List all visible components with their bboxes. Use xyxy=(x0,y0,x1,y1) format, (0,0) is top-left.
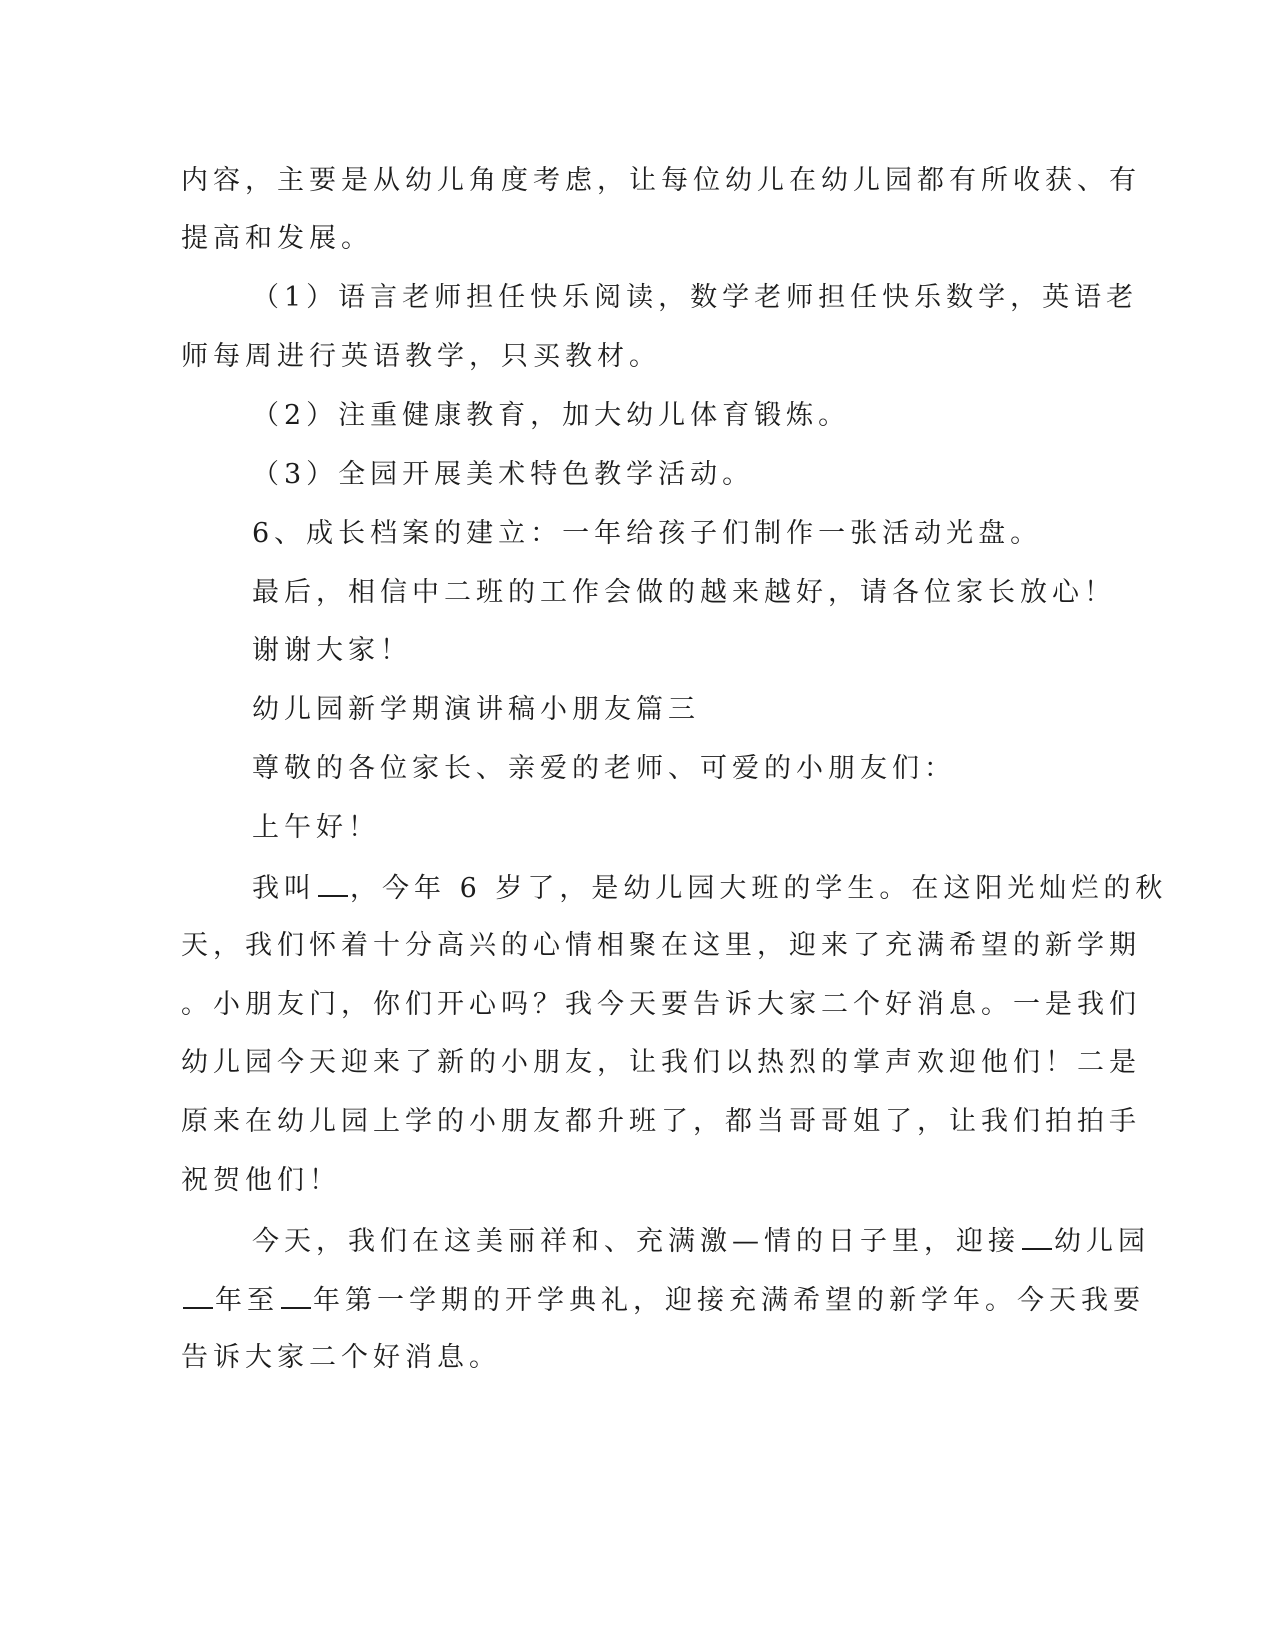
paragraph-line: 内容，主要是从幼儿角度考虑，让每位幼儿在幼儿园都有所收获、有 xyxy=(181,165,1141,196)
text-segment: 年第一学期的开学典礼，迎接充满希望的新学年。今天我要 xyxy=(313,1285,1145,1316)
paragraph-line: 天，我们怀着十分高兴的心情相聚在这里，迎来了充满希望的新学期 xyxy=(181,930,1141,961)
paragraph-line xyxy=(252,869,1167,907)
fill-in-blank xyxy=(183,1281,213,1309)
paragraph-line: 原来在幼儿园上学的小朋友都升班了，都当哥哥姐了，让我们拍拍手 xyxy=(181,1106,1141,1137)
fill-in-blank xyxy=(1022,1222,1052,1250)
list-item-line: （2）注重健康教育，加大幼儿体育锻炼。 xyxy=(252,400,851,431)
paragraph-line xyxy=(181,1281,1145,1319)
paragraph-line xyxy=(252,1222,1150,1260)
list-item-line: （1）语言老师担任快乐阅读，数学老师担任快乐数学，英语老 xyxy=(252,282,1139,313)
text-segment: 今天，我们在这美丽祥和、充满激—情的日子里，迎接 xyxy=(252,1226,1020,1257)
text-segment: 年至 xyxy=(215,1285,279,1316)
paragraph-line: 祝贺他们！ xyxy=(181,1165,341,1196)
paragraph-line: 告诉大家二个好消息。 xyxy=(181,1342,501,1373)
text-segment: ，今年 6 岁了，是幼儿园大班的学生。在这阳光灿烂的秋 xyxy=(350,873,1168,904)
fill-in-blank xyxy=(281,1281,311,1309)
paragraph-line: 6、成长档案的建立：一年给孩子们制作一张活动光盘。 xyxy=(252,518,1043,549)
paragraph-line: 。小朋友门，你们开心吗？我今天要告诉大家二个好消息。一是我们 xyxy=(181,989,1141,1020)
salutation-line: 尊敬的各位家长、亲爱的老师、可爱的小朋友们： xyxy=(252,753,956,784)
text-segment: 我叫 xyxy=(252,873,316,904)
section-title: 幼儿园新学期演讲稿小朋友篇三 xyxy=(252,694,700,725)
list-item-line: （3）全园开展美术特色教学活动。 xyxy=(252,459,755,490)
greeting-line: 上午好！ xyxy=(252,812,380,843)
paragraph-line: 最后，相信中二班的工作会做的越来越好，请各位家长放心！ xyxy=(252,577,1116,608)
paragraph-line: 谢谢大家！ xyxy=(252,635,412,666)
paragraph-line: 提高和发展。 xyxy=(181,223,373,254)
paragraph-line: 幼儿园今天迎来了新的小朋友，让我们以热烈的掌声欢迎他们！二是 xyxy=(181,1047,1141,1078)
text-segment: 幼儿园 xyxy=(1054,1226,1150,1257)
paragraph-line: 师每周进行英语教学，只买教材。 xyxy=(181,341,661,372)
fill-in-blank xyxy=(318,869,348,897)
